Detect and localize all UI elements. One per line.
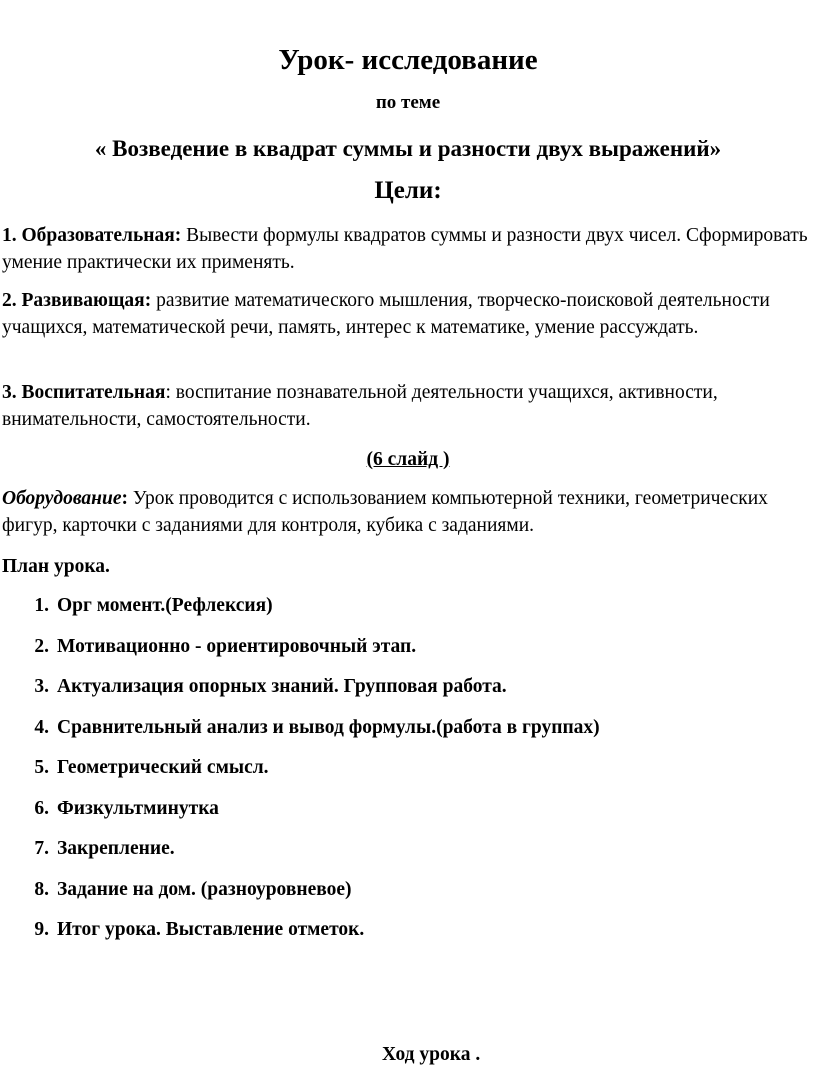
goal-educational — [2, 222, 810, 276]
plan-item — [0, 714, 816, 755]
plan-item-number: 4. — [34, 716, 49, 738]
goal-text: : воспитание познавательной деятельности учащихся, активности, внимательности, самостоятельности. — [2, 382, 718, 430]
equipment-paragraph — [2, 485, 810, 539]
plan-item-text: Геометрический смысл. — [57, 757, 269, 778]
goal-developmental — [2, 287, 810, 341]
document-title: Урок- исследование — [278, 44, 538, 76]
plan-item-number: 6. — [34, 797, 49, 819]
plan-item-number: 5. — [34, 757, 49, 778]
equipment-text: Урок проводится с использованием компьютерной техники, геометрических фигур, карточки с заданиями для контроля, кубика с заданиями. — [2, 488, 768, 536]
plan-item-number: 8. — [34, 878, 49, 900]
equipment-colon: : — [121, 488, 128, 509]
plan-item-number: 2. — [34, 635, 49, 657]
plan-item — [0, 592, 816, 633]
plan-item-text: Актуализация опорных знаний. Групповая работа. — [57, 676, 507, 697]
plan-item-number: 7. — [34, 838, 49, 859]
goal-label: 2. Развивающая: — [2, 290, 152, 311]
plan-item-number: 1. — [34, 595, 49, 616]
plan-item — [0, 916, 816, 957]
goal-upbringing — [2, 379, 810, 433]
plan-item — [0, 633, 816, 674]
plan-item — [0, 795, 816, 836]
plan-item-text: Мотивационно - ориентировочный этап. — [57, 635, 417, 657]
lesson-topic: « Возведение в квадрат суммы и разности двух выражений» — [94, 136, 722, 161]
goal-text: Вывести формулы квадратов суммы и разности двух чисел. Сформировать умение практически их применять. — [2, 225, 808, 273]
plan-item — [0, 835, 816, 876]
plan-item-text: Сравнительный анализ и вывод формулы.(работа в группах) — [57, 716, 600, 738]
plan-heading: План урока. — [2, 556, 110, 577]
goal-label: 1. Образовательная: — [2, 225, 182, 246]
goal-label: 3. Воспитательная — [2, 382, 166, 403]
plan-item — [0, 673, 816, 714]
plan-item-text: Закрепление. — [57, 838, 175, 859]
plan-item-number: 9. — [34, 919, 49, 940]
plan-item-text: Орг момент.(Рефлексия) — [57, 595, 273, 616]
plan-item — [0, 876, 816, 917]
plan-item-text: Задание на дом. (разноуровневое) — [57, 878, 352, 900]
document-subtitle: по теме — [375, 92, 441, 113]
plan-list — [0, 592, 816, 957]
plan-item-text: Физкультминутка — [57, 797, 219, 819]
plan-item — [0, 754, 816, 795]
equipment-label: Оборудование — [2, 488, 122, 509]
goals-heading: Цели: — [374, 177, 442, 204]
slide-note: (6 слайд ) — [366, 449, 450, 470]
plan-item-text: Итог урока. Выставление отметок. — [57, 919, 365, 940]
goal-text: развитие математического мышления, творческо-поисковой деятельности учащихся, математической речи, память, интерес к математике, умение рассуждать. — [2, 290, 770, 338]
lesson-course-heading: Ход урока . — [382, 1044, 481, 1065]
plan-item-number: 3. — [34, 676, 49, 697]
